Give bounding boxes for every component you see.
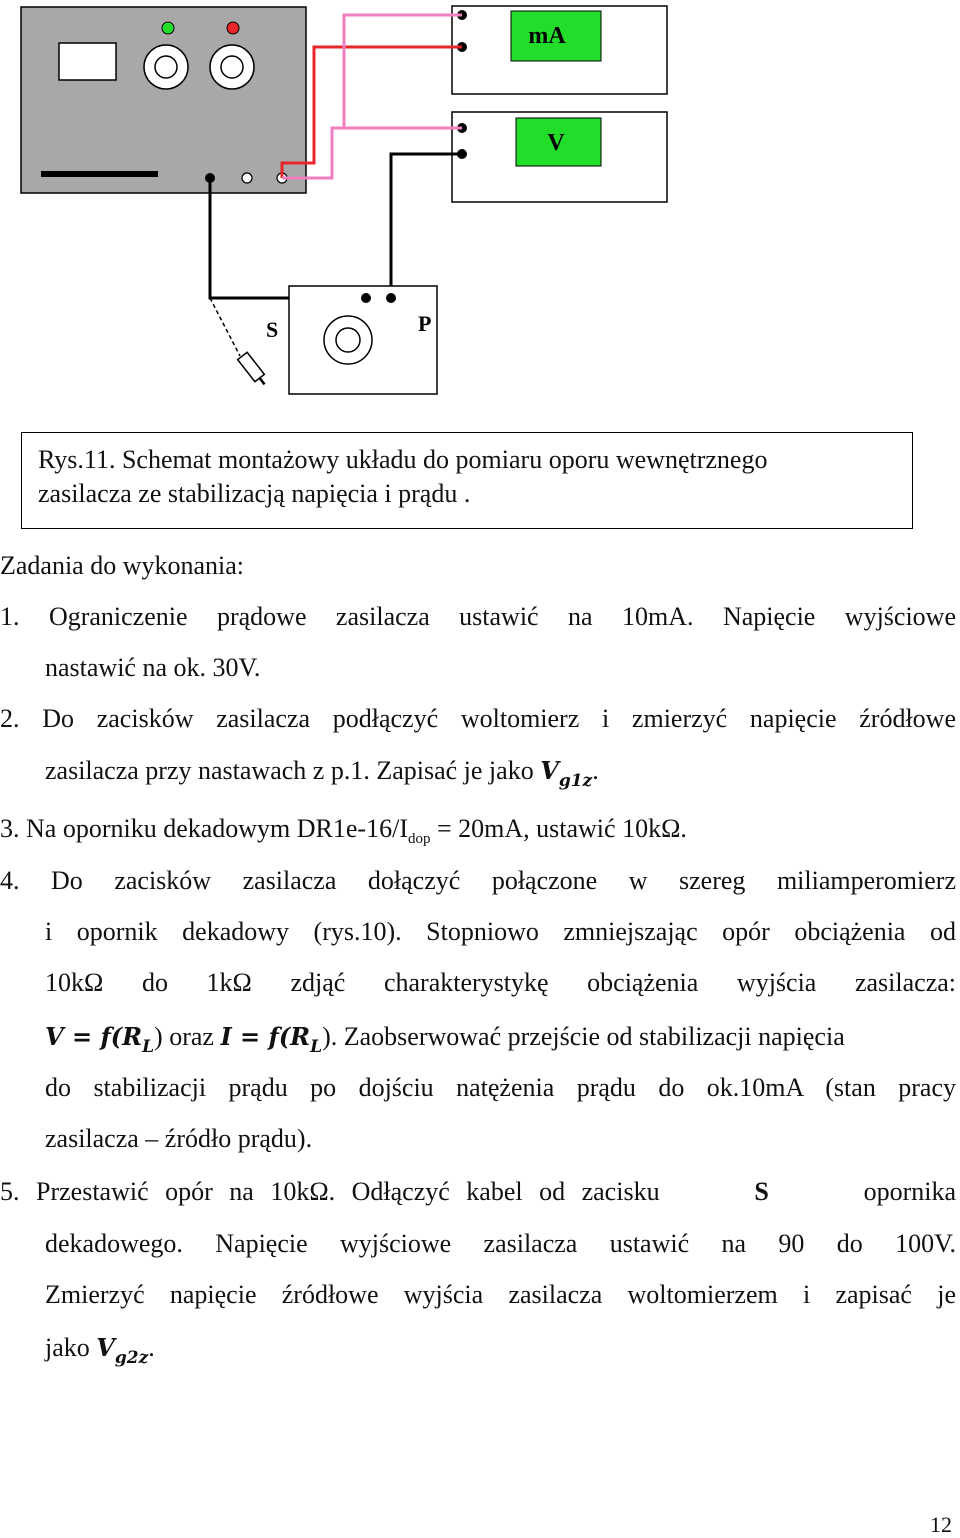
symbol-v2: V xyxy=(96,1333,115,1362)
cable-plug-icon xyxy=(238,352,270,388)
task-4-line-6: zasilacza – źródło prądu). xyxy=(45,1124,313,1153)
caption-line-2: zasilacza ze stabilizacją napięcia i prądu . xyxy=(38,479,471,508)
eq2: I = f(R xyxy=(220,1022,311,1051)
ammeter-label: mA xyxy=(528,23,566,49)
output-terminal-ground xyxy=(242,173,252,183)
symbol-vg1z xyxy=(540,756,593,791)
task-4-line-1: 4. Do zacisków zasilacza dołączyć połączone w szereg miliamperomierz xyxy=(0,866,956,895)
display-window xyxy=(59,43,116,80)
figure-caption xyxy=(38,443,898,511)
knob-left xyxy=(144,45,188,89)
symbol-vg2z xyxy=(96,1333,149,1368)
knob-right xyxy=(210,45,254,89)
task-4-line-3: 10kΩ do 1kΩ zdjąć charakterystykę obciążenia wyjścia zasilacza: xyxy=(45,968,956,997)
page-number: 12 xyxy=(930,1512,952,1537)
task-2-line-2: zasilacza przy nastawach z p.1. Zapisać je jako $V_{g1z}$. xyxy=(45,756,599,791)
task-5-line-3: Zmierzyć napięcie źródłowe wyjścia zasilacza woltomierzem i zapisać je xyxy=(45,1280,956,1309)
task-2-text: zasilacza przy nastawach z p.1. Zapisać je jako xyxy=(45,756,534,785)
equation-i xyxy=(220,1022,323,1057)
terminal-p-label: P xyxy=(418,311,432,336)
terminal-s-ref: S xyxy=(754,1177,769,1206)
resistor-knob xyxy=(324,316,372,364)
eq1-sub: L xyxy=(142,1037,155,1057)
task-3-pre: 3. Na oporniku dekadowym DR1e-16/I xyxy=(0,814,408,843)
voltmeter-label: V xyxy=(547,130,565,156)
figure-caption-box xyxy=(21,432,913,529)
symbol-sub2: g2z xyxy=(114,1348,149,1368)
equation-v xyxy=(45,1022,155,1057)
task-5-line-2: dekadowego. Napięcie wyjściowe zasilacza ustawić na 90 do 100V. xyxy=(45,1229,956,1258)
power-switch-bar xyxy=(41,171,158,177)
eq1: V = f(R xyxy=(45,1022,143,1051)
eq2-close: ) xyxy=(322,1022,331,1051)
task-1-line-1: 1. Ograniczenie prądowe zasilacza ustawić na 10mA. Napięcie wyjściowe xyxy=(0,602,956,631)
terminal-p xyxy=(386,293,396,303)
terminal-s xyxy=(361,293,371,303)
oraz: oraz xyxy=(162,1022,221,1051)
task-4-line-2: i opornik dekadowy (rys.10). Stopniowo zmniejszając opór obciążenia od xyxy=(45,917,956,946)
indicator-led-red xyxy=(227,22,239,34)
indicator-led-green xyxy=(162,22,174,34)
task-4-line-4 xyxy=(45,1020,845,1064)
task-3-sub: dop xyxy=(407,831,431,847)
task-2-line-1: 2. Do zacisków zasilacza podłączyć woltomierz i zmierzyć napięcie źródłowe xyxy=(0,704,956,733)
task-4-line-4-rest: . Zaobserwować przejście od stabilizacji napięcia xyxy=(330,1022,845,1051)
task-5-line-4: jako $V_{g2z}$. xyxy=(45,1333,155,1368)
symbol-v: V xyxy=(540,756,559,785)
task-1-line-2: nastawić na ok. 30V. xyxy=(45,653,261,682)
task-5-jako: jako xyxy=(45,1333,90,1362)
task-3 xyxy=(0,812,687,856)
black-wire-resistor xyxy=(210,178,366,298)
power-supply-panel xyxy=(21,7,306,193)
eq2-sub: L xyxy=(310,1037,323,1057)
terminal-s-label: S xyxy=(266,317,279,342)
tasks-heading: Zadania do wykonania: xyxy=(0,551,245,580)
task-4-line-5: do stabilizacji prądu po dojściu natężenia prądu do ok.10mA (stan pracy xyxy=(45,1073,956,1102)
eq1-close: ) xyxy=(154,1022,163,1051)
dashed-cable xyxy=(210,298,240,356)
caption-line-1: Rys.11. Schemat montażowy układu do pomiaru oporu wewnętrznego xyxy=(38,445,768,474)
task-5-part-b: opornika xyxy=(863,1177,956,1206)
task-5-line-1 xyxy=(0,1175,956,1209)
task-3-post: = 20mA, ustawić 10kΩ. xyxy=(430,814,687,843)
circuit-diagram xyxy=(0,0,960,420)
symbol-sub: g1z xyxy=(558,771,593,791)
red-wire xyxy=(282,47,462,178)
pink-wire-upper xyxy=(344,15,462,128)
task-5-part-a: 5. Przestawić opór na 10kΩ. Odłączyć kabel od zacisku xyxy=(0,1177,660,1206)
